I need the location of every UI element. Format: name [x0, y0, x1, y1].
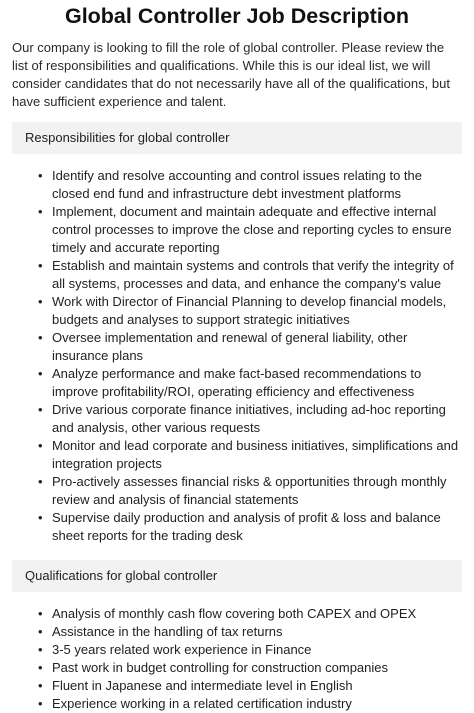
list-item: • 3-5 years related work experience in Finance	[38, 641, 462, 659]
list-item: • Establish and maintain systems and controls that verify the integrity of all systems, processes and data, and enhance the company's value	[38, 257, 462, 293]
list-item: • Analyze performance and make fact-based recommendations to improve profitability/ROI, operating efficiency and effectiveness	[38, 365, 462, 401]
responsibilities-list	[12, 167, 462, 545]
list-item: • Identify and resolve accounting and control issues relating to the closed end fund and infrastructure debt investment platforms	[38, 167, 462, 203]
list-item: • Assistance in the handling of tax returns	[38, 623, 462, 641]
list-item: • Experience working in a related certification industry	[38, 695, 462, 713]
page-title: Global Controller Job Description	[64, 4, 410, 28]
responsibilities-header	[12, 122, 462, 154]
list-item: • Supervise daily production and analysis of profit & loss and balance sheet reports for the trading desk	[38, 509, 462, 545]
qualifications-list	[12, 605, 462, 713]
list-item: • Monitor and lead corporate and business initiatives, simplifications and integration projects	[38, 437, 462, 473]
list-item: • Pro-actively assesses financial risks & opportunities through monthly review and analysis of financial statements	[38, 473, 462, 509]
qualifications-heading: Qualifications for global controller	[25, 568, 218, 583]
list-item: • Oversee implementation and renewal of general liability, other insurance plans	[38, 329, 462, 365]
responsibilities-heading: Responsibilities for global controller	[25, 130, 230, 145]
list-item: • Drive various corporate finance initiatives, including ad-hoc reporting and analysis, other various requests	[38, 401, 462, 437]
intro-paragraph: Our company is looking to fill the role of global controller. Please review the list of responsibilities and qualifications. While this is our ideal list, we will consider candidates that do not necessarily have all of the qualifications, but have sufficient experience and talent.	[12, 40, 450, 109]
list-item: • Work with Director of Financial Planning to develop financial models, budgets and analyses to support strategic initiatives	[38, 293, 462, 329]
list-item: • Implement, document and maintain adequate and effective internal control processes to improve the close and reporting cycles to ensure timely and accurate reporting	[38, 203, 462, 257]
list-item: • Fluent in Japanese and intermediate level in English	[38, 677, 462, 695]
list-item: • Past work in budget controlling for construction companies	[38, 659, 462, 677]
list-item: • Analysis of monthly cash flow covering both CAPEX and OPEX	[38, 605, 462, 623]
qualifications-header	[12, 560, 462, 592]
